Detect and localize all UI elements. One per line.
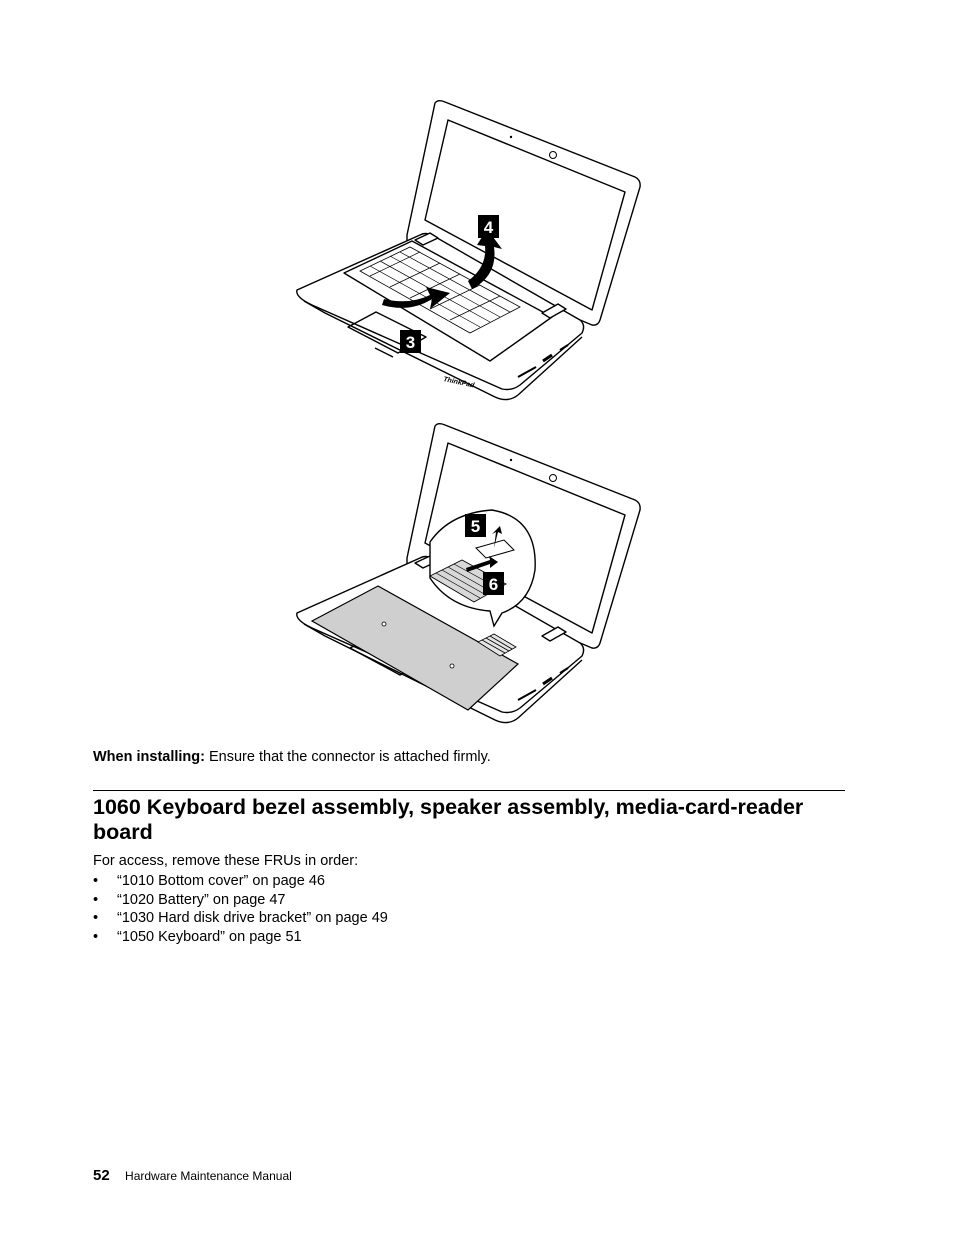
svg-text:5: 5 xyxy=(470,517,481,536)
section-intro: For access, remove these FRUs in order: xyxy=(93,853,359,869)
page-footer xyxy=(93,1167,292,1184)
list-item xyxy=(93,909,388,928)
list-item xyxy=(93,872,388,891)
fru-link-1010[interactable]: “1010 Bottom cover” on page 46 xyxy=(117,873,325,889)
note-text: Ensure that the connector is attached firmly. xyxy=(209,749,491,765)
note-label: When installing: xyxy=(93,749,205,765)
fru-link-1030[interactable]: “1030 Hard disk drive bracket” on page 49 xyxy=(117,910,388,927)
thinkpad-logo: ThinkPad xyxy=(442,376,475,390)
fru-link-1020[interactable]: “1020 Battery” on page 47 xyxy=(117,891,286,908)
bullet: • xyxy=(93,910,99,927)
svg-text:6: 6 xyxy=(488,575,499,594)
manual-title: Hardware Maintenance Manual xyxy=(125,1169,292,1183)
callout-4 xyxy=(478,215,499,238)
list-item xyxy=(93,891,388,910)
page-number: 52 xyxy=(93,1167,110,1184)
fru-link-1050[interactable]: “1050 Keyboard” on page 51 xyxy=(117,928,302,945)
figure-keyboard-removal xyxy=(280,95,660,410)
bullet: • xyxy=(93,873,99,889)
figure-connector-detach xyxy=(280,418,660,728)
bullet: • xyxy=(93,891,99,908)
callout-3 xyxy=(400,330,421,353)
laptop-illustration-bottom xyxy=(280,418,660,728)
bullet: • xyxy=(93,928,99,945)
section-title: 1060 Keyboard bezel assembly, speaker assembly, media-card-reader board xyxy=(93,795,804,844)
callout-6 xyxy=(483,572,504,595)
laptop-illustration-top xyxy=(280,95,660,410)
svg-text:3: 3 xyxy=(405,333,416,352)
section-divider xyxy=(93,790,845,791)
installation-note xyxy=(93,749,491,765)
fru-list xyxy=(93,872,388,946)
callout-5 xyxy=(465,514,486,537)
svg-text:4: 4 xyxy=(483,218,494,237)
list-item xyxy=(93,928,388,947)
